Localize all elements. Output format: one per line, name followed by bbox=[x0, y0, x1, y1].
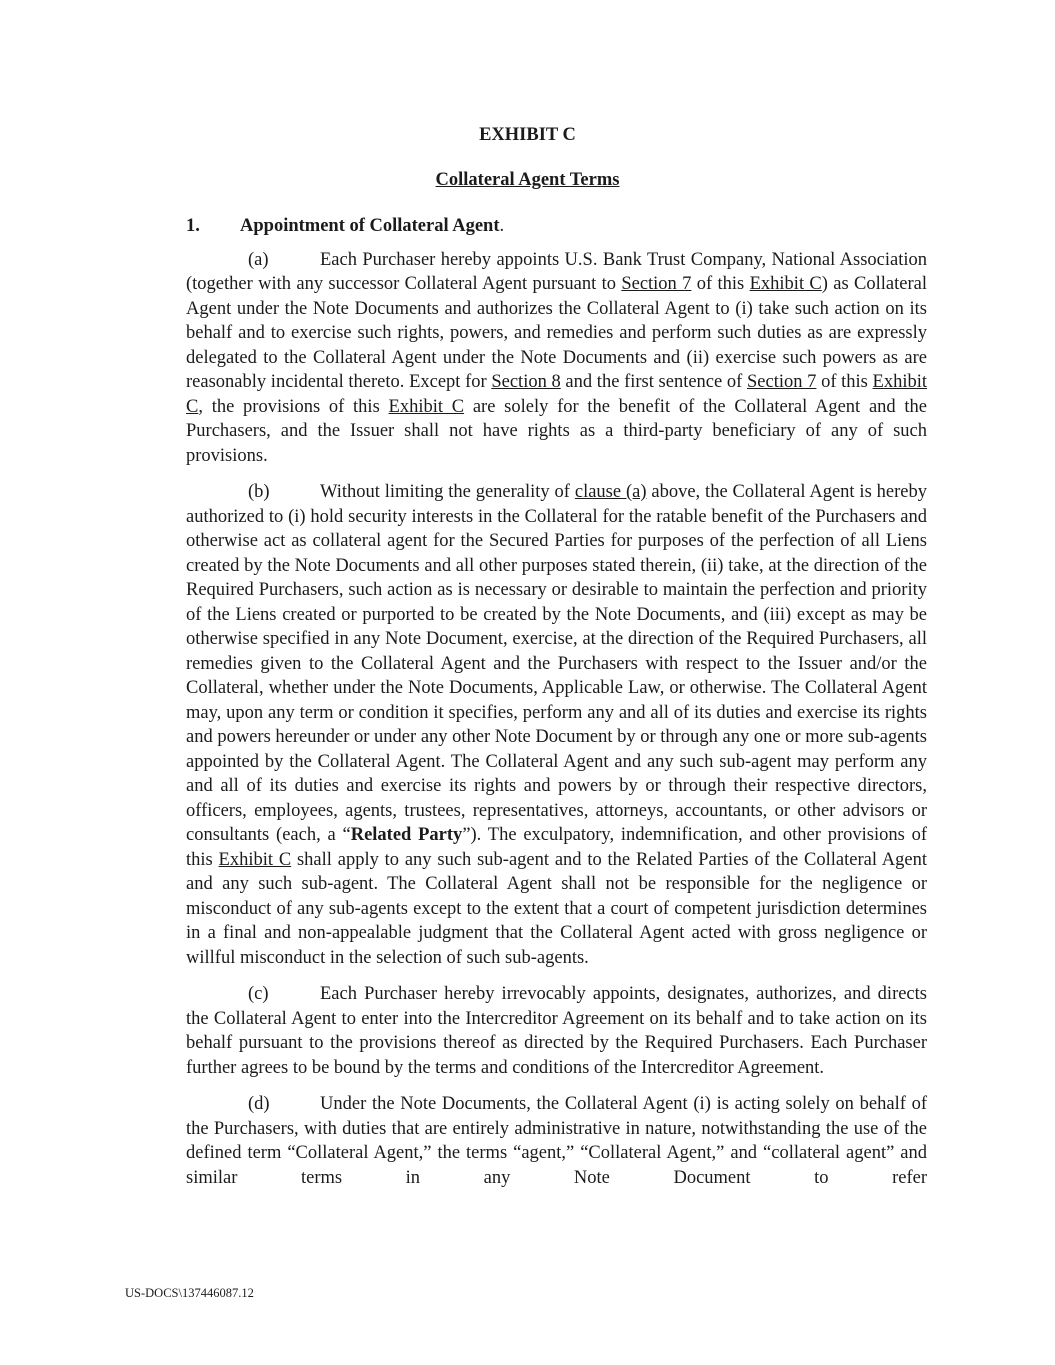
paragraph-label: (d) bbox=[248, 1094, 270, 1114]
paragraph-b: (b) Without limiting the generality of clause (a) above, the Collateral Agent is hereby authorized to (i) hold security interests in the Collateral for the ratable benefit of the Purchasers and otherwise act as collateral agent for the Secured Parties for purposes of the perfection of all Liens created by the Note Documents and all other purposes stated therein, (ii) take, at the direction of the Required Purchasers, such action as is necessary or desirable to maintain the perfection and priority of the Liens created or purported to be created by the Note Documents, and (iii) except as may be otherwise specified in any Note Document, exercise, at the direction of the Required Purchasers, all remedies given to the Collateral Agent and the Purchasers with respect to the Issuer and/or the Collateral, whether under the Note Documents, Applicable Law, or otherwise. The Collateral Agent may, upon any term or condition it specifies, perform any and all of its duties and exercise its rights and powers hereunder or under any other Note Document by or through any one or more sub-agents appointed by the Collateral Agent. The Collateral Agent and any such sub-agent may perform any and all of its duties and exercise its rights and powers by or through their respective directors, officers, employees, agents, trustees, representatives, attorneys, accountants, or other advisors or consultants (each, a “Related Party”). The exculpatory, indemnification, and other provisions of this Exhibit C shall apply to any such sub-agent and to the Related Parties of the Collateral Agent and any such sub-agent. The Collateral Agent shall not be responsible for the negligence or misconduct of any sub-agents except to the extent that a court of competent jurisdiction determines in a final and non-appealable judgment that the Collateral Agent acted with gross negligence or willful misconduct in the selection of such sub-agents. bbox=[186, 482, 928, 968]
document-body bbox=[186, 214, 927, 1202]
paragraph-label: (c) bbox=[248, 984, 269, 1004]
page-title: EXHIBIT C bbox=[479, 125, 576, 145]
section-number: 1. bbox=[186, 216, 200, 236]
paragraph-c: (c) Each Purchaser hereby irrevocably appoints, designates, authorizes, and directs the Collateral Agent to enter into the Intercreditor Agreement on its behalf and to take action on its behalf pursuant to the provisions thereof as directed by the Required Purchasers. Each Purchaser further agrees to be bound by the terms and conditions of the Intercreditor Agreement. bbox=[186, 984, 927, 1078]
paragraph-d: (d) Under the Note Documents, the Collateral Agent (i) is acting solely on behalf of the Purchasers, with duties that are entirely administrative in nature, notwithstanding the use of the defined term “Collateral Agent,” the terms “agent,” “Collateral Agent,” and “collateral agent” and similar terms in any Note Document to refer bbox=[186, 1094, 927, 1188]
paragraph-label: (a) bbox=[248, 249, 269, 270]
paragraph-a: (a) Each Purchaser hereby appoints U.S. Bank Trust Company, National Association (together with any successor Collateral Agent pursuant to Section 7 of this Exhibit C) as Collateral Agent under the Note Documents and authorizes the Collateral Agent to (i) take such action on its behalf and to exercise such rights, powers, and remedies and perform such duties as are expressly delegated to the Collateral Agent under the Note Documents and (ii) exercise such powers as are reasonably incidental thereto. Except for Section 8 and the first sentence of Section 7 of this Exhibit C, the provisions of this Exhibit C are solely for the benefit of the Collateral Agent and the Purchasers, and the Issuer shall not have rights as a third-party beneficiary of any of such provisions. bbox=[186, 249, 928, 466]
section-heading-text: Appointment of Collateral Agent bbox=[240, 216, 500, 236]
page-subtitle bbox=[0, 169, 1055, 191]
section-heading-suffix: . bbox=[499, 216, 505, 236]
page-subtitle-text: Collateral Agent Terms bbox=[435, 170, 620, 190]
paragraph-list bbox=[186, 248, 927, 1191]
section-heading bbox=[186, 214, 927, 239]
paragraph-label: (b) bbox=[248, 482, 270, 502]
doc-footer-id: US-DOCS\137446087.12 bbox=[125, 1286, 254, 1300]
